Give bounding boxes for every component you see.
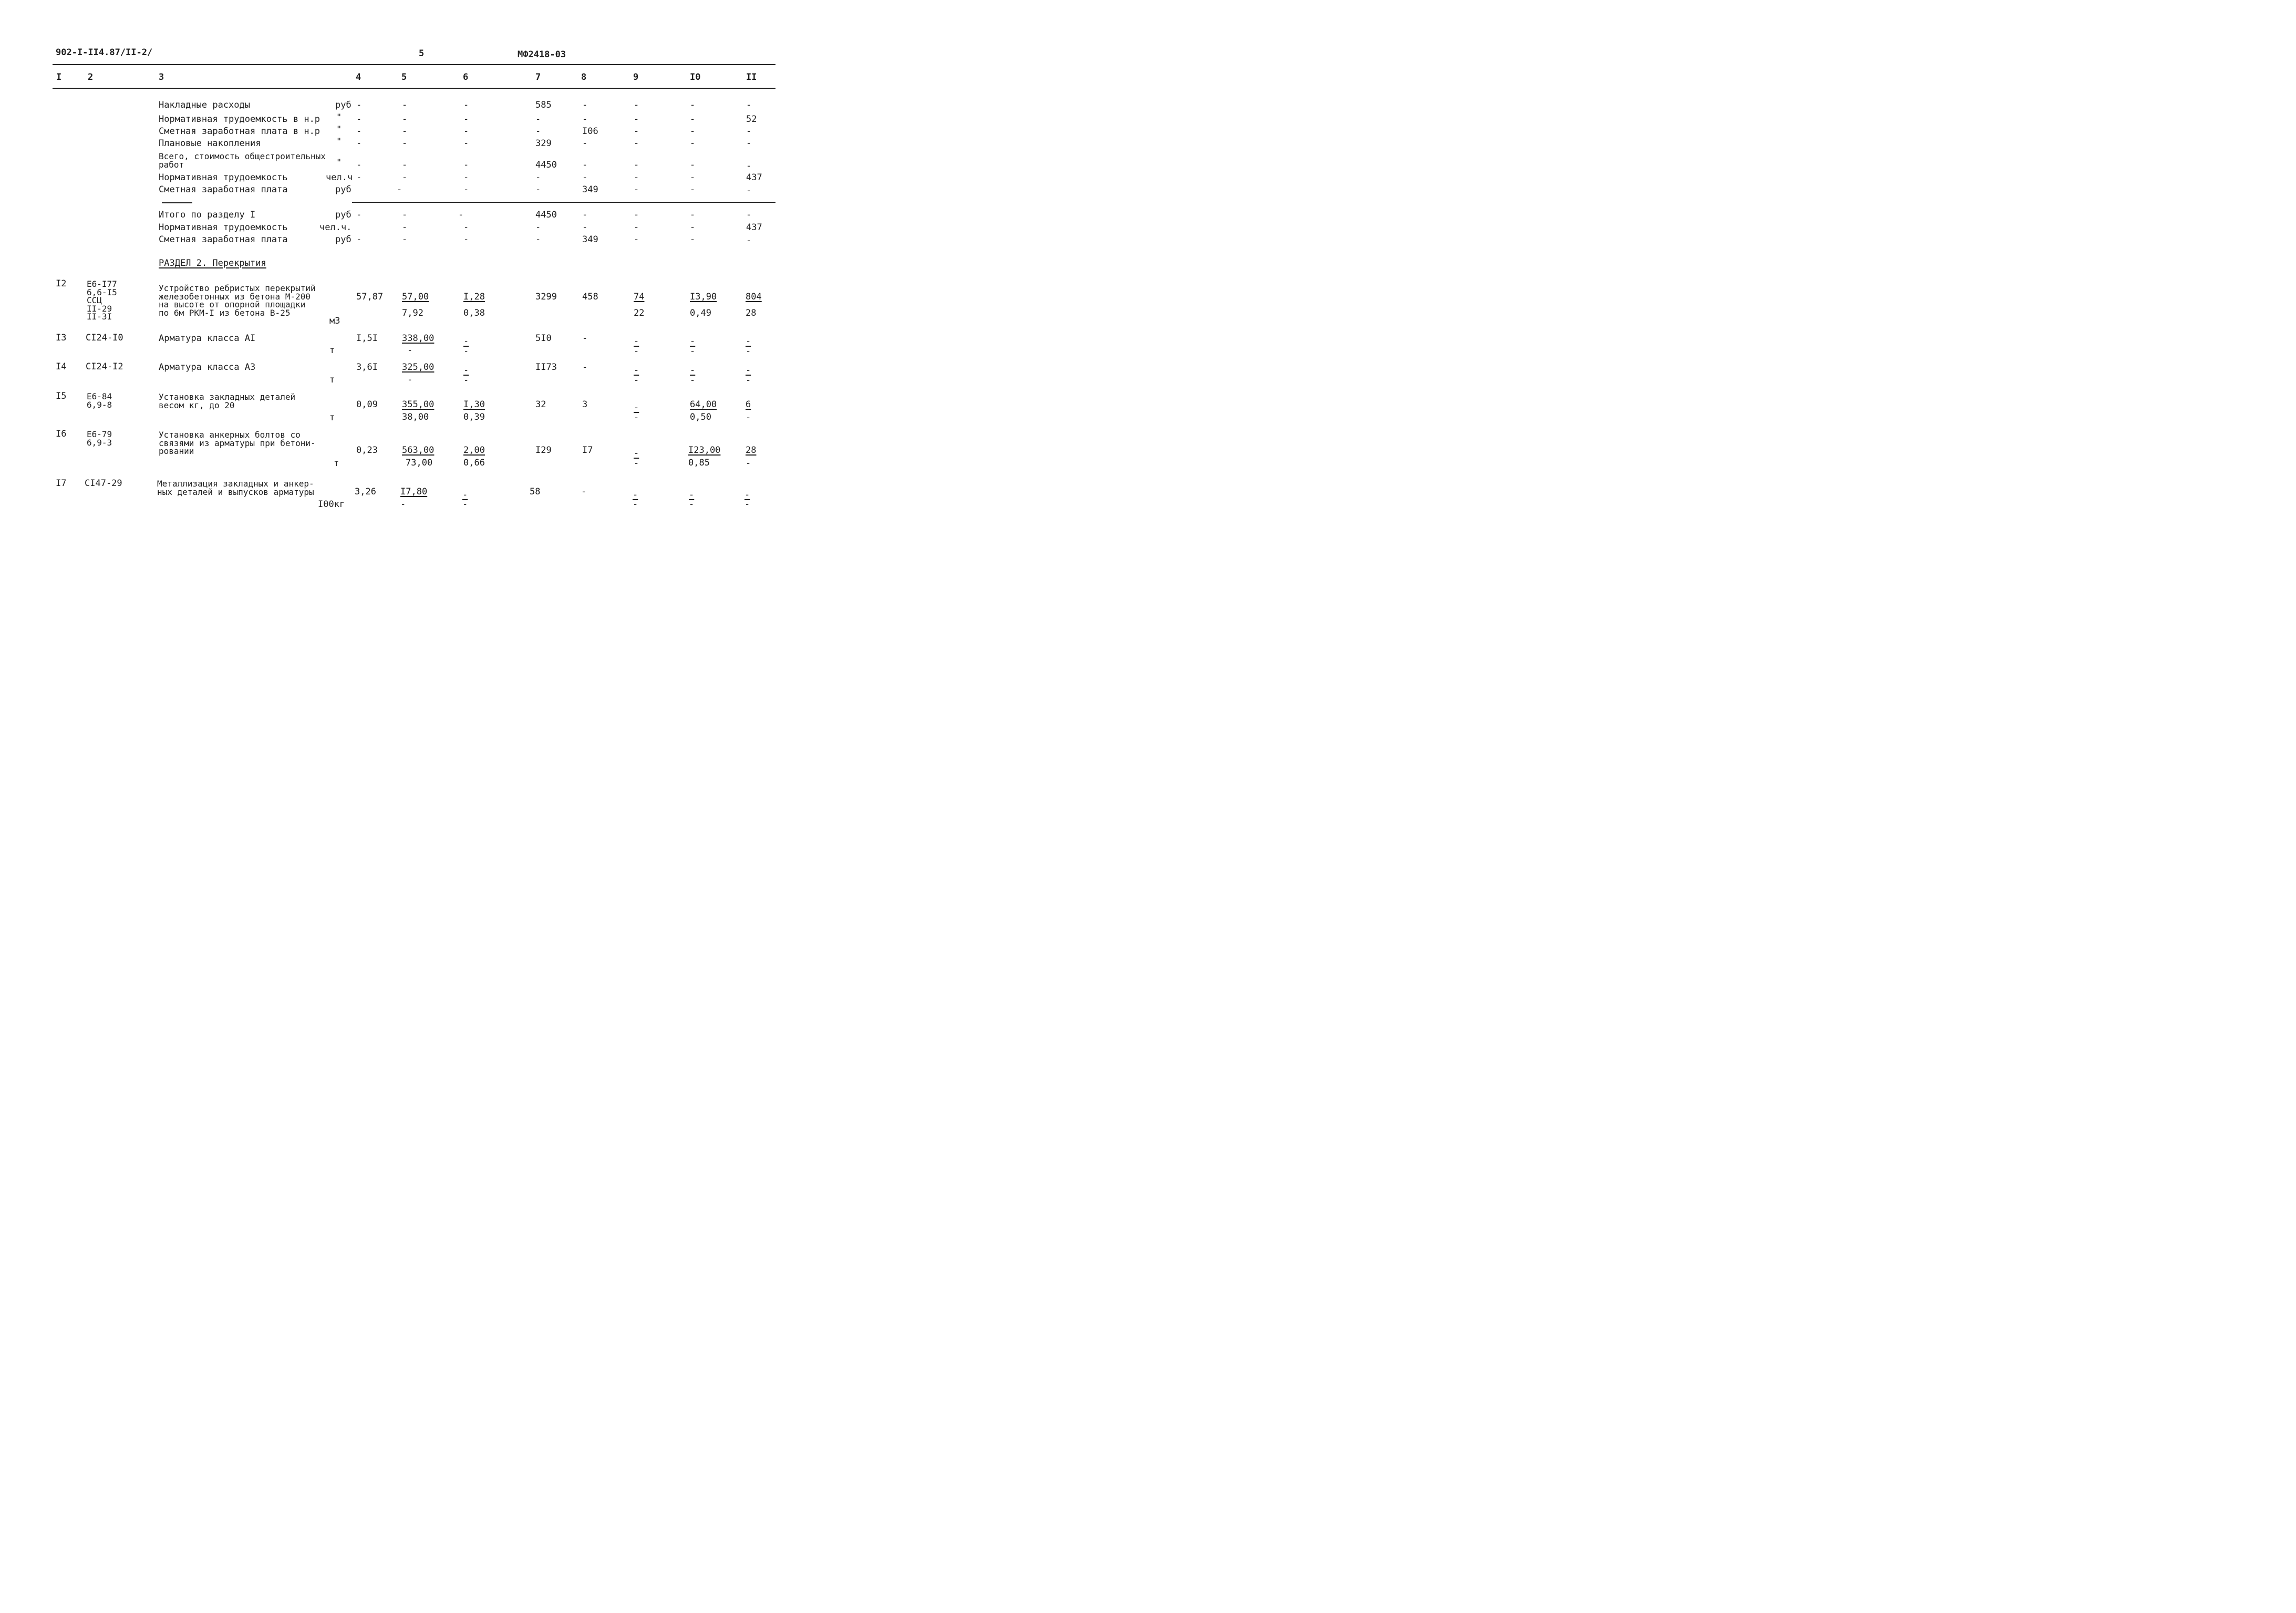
cell-col6-lower: - <box>463 346 469 357</box>
subtotal-divider <box>352 202 775 203</box>
cell-col8: - <box>582 172 588 183</box>
cell-col10-lower: 0,49 <box>690 308 711 318</box>
item-unit: I00кг <box>318 499 345 510</box>
cell-col5-lower: 38,00 <box>402 412 429 422</box>
row-label: Нормативная трудоемкость в н.р <box>159 114 320 125</box>
cell-col6: - <box>463 100 469 110</box>
cell-col5-upper: 563,00 <box>402 445 435 456</box>
cell-col11: 437 <box>746 222 762 233</box>
cell-col11-lower: - <box>746 412 751 423</box>
item-code: СI47-29 <box>85 478 122 489</box>
cell-col4: - <box>356 234 362 245</box>
cell-col11-upper: - <box>746 336 751 347</box>
cell-col5-upper: 57,00 <box>402 292 429 302</box>
cell-col10: - <box>690 172 696 183</box>
item-description: Установка анкерных болтов со связями из арматуры при бетони- ровании <box>159 430 316 456</box>
column-header-4: 4 <box>356 72 361 82</box>
cell-col7: II73 <box>535 362 557 373</box>
cell-col5: - <box>402 126 408 137</box>
cell-col6: - <box>463 126 469 137</box>
row-unit: руб <box>335 184 351 195</box>
cell-col10: - <box>690 210 696 220</box>
cell-col7: 4450 <box>535 160 557 170</box>
cell-col7: - <box>535 184 541 195</box>
cell-col7: - <box>535 234 541 245</box>
cell-col7: - <box>535 126 541 137</box>
column-header-5: 5 <box>401 72 407 82</box>
cell-col6: - <box>463 172 469 183</box>
cell-col4: 3,6I <box>356 362 378 373</box>
cell-col6-lower: 0,66 <box>463 458 485 468</box>
column-header-6: 6 <box>463 72 469 82</box>
cell-col7: - <box>535 222 541 233</box>
cell-col6-upper: I,30 <box>463 399 485 410</box>
cell-col4: - <box>356 114 362 125</box>
item-number: I4 <box>56 361 67 372</box>
column-header-2: 2 <box>88 72 94 82</box>
cell-col7: 5I0 <box>535 333 552 344</box>
item-description: Арматура класса АI <box>159 333 256 344</box>
cell-col11: - <box>746 126 752 137</box>
cell-col6: - <box>463 160 469 170</box>
row-label: Накладные расходы <box>159 100 250 110</box>
row-unit: руб <box>335 210 351 220</box>
top-rule <box>53 64 775 65</box>
cell-col6: - <box>463 234 469 245</box>
cell-col6-lower: 0,39 <box>463 412 485 422</box>
column-header-10: I0 <box>690 72 701 82</box>
row-label: Всего, стоимость общестроительных работ <box>159 151 326 170</box>
item-description: Установка закладных деталей весом кг, до 20 <box>159 392 296 410</box>
cell-col10: - <box>690 138 696 149</box>
cell-col6-lower: - <box>462 499 468 510</box>
cell-col9-upper: - <box>634 402 639 413</box>
cell-col10: - <box>690 222 696 233</box>
cell-col5: - <box>397 184 402 195</box>
cell-col9-lower: 22 <box>634 308 645 318</box>
item-description: Арматура класса А3 <box>159 362 256 373</box>
cell-col8: 3 <box>582 399 588 410</box>
cell-col5: - <box>402 138 408 149</box>
item-unit: м3 <box>329 316 340 326</box>
row-label: Сметная заработная плата в н.р <box>159 126 320 137</box>
document-id: МФ2418-03 <box>518 49 566 60</box>
item-number: I3 <box>56 333 67 343</box>
cell-col10-lower: - <box>690 346 696 357</box>
cell-col10-upper: - <box>690 365 696 376</box>
column-header-8: 8 <box>581 72 587 82</box>
cell-col9-lower: - <box>634 346 639 357</box>
cell-col10-upper: I23,00 <box>688 445 721 456</box>
cell-col9-lower: - <box>634 412 639 423</box>
item-description: Устройство ребристых перекрытий железобетонных из бетона М-200 на высоте от опорной площадки по 6м РКМ-I из бетона В-25 <box>159 283 316 318</box>
item-number: I6 <box>56 429 67 439</box>
cell-col11: 437 <box>746 172 762 183</box>
row-label: Нормативная трудоемкость <box>159 222 288 233</box>
cell-col4: - <box>356 210 362 220</box>
cell-col11-lower: - <box>746 346 751 357</box>
cell-col11-upper: - <box>744 490 750 500</box>
cell-col10-lower: 0,50 <box>690 412 711 422</box>
cell-col9-lower: - <box>633 499 638 510</box>
cell-col10: - <box>690 114 696 125</box>
cell-col6: - <box>458 210 464 220</box>
cell-col6: - <box>463 222 469 233</box>
cell-col5-lower: - <box>400 499 406 510</box>
item-code: СI24-I2 <box>86 361 123 372</box>
cell-col4: 3,26 <box>355 487 376 497</box>
cell-col8: - <box>582 100 588 110</box>
cell-col4: - <box>356 172 362 183</box>
row-label: Сметная заработная плата <box>159 184 288 195</box>
cell-col5-upper: I7,80 <box>400 487 428 497</box>
section-title: РАЗДЕЛ 2. Перекрытия <box>159 258 266 268</box>
cell-col5-upper: 338,00 <box>402 333 435 344</box>
cell-col9-upper: - <box>634 448 639 459</box>
cell-col8: - <box>582 222 588 233</box>
cell-col9-upper: - <box>633 490 638 500</box>
row-label: Плановые накопления <box>159 138 261 149</box>
cell-col11: 52 <box>746 114 757 125</box>
cell-col5-lower: 7,92 <box>402 308 423 318</box>
item-unit: т <box>329 345 335 356</box>
cell-col8: I06 <box>582 126 598 137</box>
row-unit: " <box>336 158 342 168</box>
cell-col10-lower: - <box>690 375 696 386</box>
cell-col5-lower: 73,00 <box>406 458 433 468</box>
cell-col8: - <box>582 114 588 125</box>
cell-col4: - <box>356 160 362 170</box>
cell-col4: - <box>356 126 362 137</box>
cell-col7: I29 <box>535 445 552 456</box>
cell-col11-lower: - <box>746 458 751 469</box>
row-label: Сметная заработная плата <box>159 234 288 245</box>
cell-col4: I,5I <box>356 333 378 344</box>
column-header-9: 9 <box>633 72 639 82</box>
cell-col10-upper: I3,90 <box>690 292 717 302</box>
cell-col10-upper: 64,00 <box>690 399 717 410</box>
cell-col8: - <box>582 138 588 149</box>
cell-col6-upper: - <box>463 336 469 347</box>
cell-col6: - <box>463 114 469 125</box>
cell-col9-upper: - <box>634 336 639 347</box>
cell-col9-upper: - <box>634 365 639 376</box>
cell-col5: - <box>402 160 408 170</box>
cell-col4: 0,23 <box>356 445 378 456</box>
row-label: Итого по разделу I <box>159 210 256 220</box>
cell-col6-lower: - <box>463 375 469 386</box>
cell-col6-upper: 2,00 <box>463 445 485 456</box>
cell-col7: 329 <box>535 138 552 149</box>
row-unit: руб <box>335 234 351 245</box>
cell-col9: - <box>634 100 639 110</box>
row-unit: " <box>336 137 342 147</box>
cell-col11-upper: 6 <box>746 399 751 410</box>
cell-col7: 585 <box>535 100 552 110</box>
cell-col10: - <box>690 234 696 245</box>
cell-col10: - <box>690 184 696 195</box>
page-number: 5 <box>419 48 425 59</box>
row-unit: чел.ч <box>326 172 353 183</box>
cell-col6: - <box>463 184 469 195</box>
cell-col7: 32 <box>535 399 546 410</box>
item-unit: т <box>334 458 339 469</box>
cell-col11: - <box>746 235 752 246</box>
cell-col6-lower: 0,38 <box>463 308 485 318</box>
cell-col9: - <box>634 126 639 137</box>
cell-col5: - <box>402 210 408 220</box>
cell-col9: - <box>634 210 639 220</box>
cell-col5: - <box>402 234 408 245</box>
item-code: Е6-84 6,9-8 <box>87 391 112 410</box>
cell-col8: 458 <box>582 292 598 302</box>
row-unit: чел.ч. <box>319 222 352 233</box>
item-number: I5 <box>56 391 67 401</box>
cell-col8: 349 <box>582 184 598 195</box>
item-code: Е6-I77 6,6-I5 ССЦ II-29 II-3I <box>87 279 117 322</box>
item-number: I7 <box>56 478 67 489</box>
cell-col9-lower: - <box>634 458 639 469</box>
cell-col5-upper: 355,00 <box>402 399 435 410</box>
cell-col6: - <box>463 138 469 149</box>
cell-col11-upper: 28 <box>746 445 757 456</box>
cell-col7: 3299 <box>535 292 557 302</box>
cell-col4: - <box>356 138 362 149</box>
cell-col10-lower: 0,85 <box>688 458 710 468</box>
cell-col5-lower: - <box>407 375 413 385</box>
cell-col9: - <box>634 160 639 170</box>
cell-col11-upper: - <box>746 365 751 376</box>
item-unit: т <box>329 412 335 423</box>
document-code: 902-I-II4.87/II-2/ <box>56 47 153 58</box>
cell-col11-upper: 804 <box>746 292 762 302</box>
row-unit: " <box>336 125 342 135</box>
cell-col7: 4450 <box>535 210 557 220</box>
cell-col9: - <box>634 114 639 125</box>
cell-col11: - <box>746 100 752 110</box>
cell-col5: - <box>402 100 408 110</box>
column-header-11: II <box>746 72 757 82</box>
cell-col10: - <box>690 126 696 137</box>
column-header-1: I <box>56 72 62 82</box>
header-rule <box>53 88 775 89</box>
short-divider <box>162 202 192 203</box>
cell-col11: - <box>746 138 752 149</box>
cell-col5-upper: 325,00 <box>402 362 435 373</box>
cell-col5: - <box>402 114 408 125</box>
cell-col6-upper: - <box>462 490 468 500</box>
cell-col10: - <box>690 160 696 170</box>
cell-col8: - <box>582 160 588 170</box>
item-unit: т <box>329 375 335 385</box>
cell-col5: - <box>402 222 408 233</box>
cell-col7: - <box>535 114 541 125</box>
cell-col8: - <box>582 362 588 373</box>
item-code: Е6-79 6,9-3 <box>87 429 112 448</box>
cell-col4: 57,87 <box>356 292 384 302</box>
cell-col8: 349 <box>582 234 598 245</box>
cell-col6-upper: - <box>463 365 469 376</box>
cell-col9: - <box>634 138 639 149</box>
cell-col11: - <box>746 210 752 220</box>
cell-col9-upper: 74 <box>634 292 645 302</box>
row-unit: " <box>336 112 342 123</box>
cell-col11-lower: - <box>744 499 750 510</box>
cell-col4: - <box>356 100 362 110</box>
cell-col4: 0,09 <box>356 399 378 410</box>
cell-col9: - <box>634 172 639 183</box>
cell-col10-upper: - <box>689 490 695 500</box>
cell-col9-lower: - <box>634 375 639 386</box>
cell-col9: - <box>634 234 639 245</box>
cell-col8: I7 <box>582 445 593 456</box>
cell-col9: - <box>634 184 639 195</box>
cell-col6-upper: I,28 <box>463 292 485 302</box>
cell-col8: - <box>581 487 587 497</box>
cell-col10-upper: - <box>690 336 696 347</box>
row-unit: руб <box>335 100 351 110</box>
cell-col5: - <box>402 172 408 183</box>
item-number: I2 <box>56 278 67 289</box>
cell-col11: - <box>746 185 752 196</box>
cell-col8: - <box>582 333 588 344</box>
column-header-7: 7 <box>535 72 541 82</box>
cell-col5-lower: - <box>407 345 413 356</box>
cell-col9: - <box>634 222 639 233</box>
cell-col11-lower: - <box>746 375 751 386</box>
cell-col8: - <box>582 210 588 220</box>
item-description: Металлизация закладных и анкер- ных деталей и выпусков арматуры <box>157 479 314 497</box>
cell-col7: - <box>535 172 541 183</box>
cell-col10: - <box>690 100 696 110</box>
cell-col11: - <box>746 161 752 171</box>
item-code: СI24-I0 <box>86 333 123 343</box>
cell-col10-lower: - <box>689 499 695 510</box>
cell-col11-lower: 28 <box>746 308 757 318</box>
cell-col7: 58 <box>530 487 541 497</box>
column-header-3: 3 <box>159 72 164 82</box>
row-label: Нормативная трудоемкость <box>159 172 288 183</box>
